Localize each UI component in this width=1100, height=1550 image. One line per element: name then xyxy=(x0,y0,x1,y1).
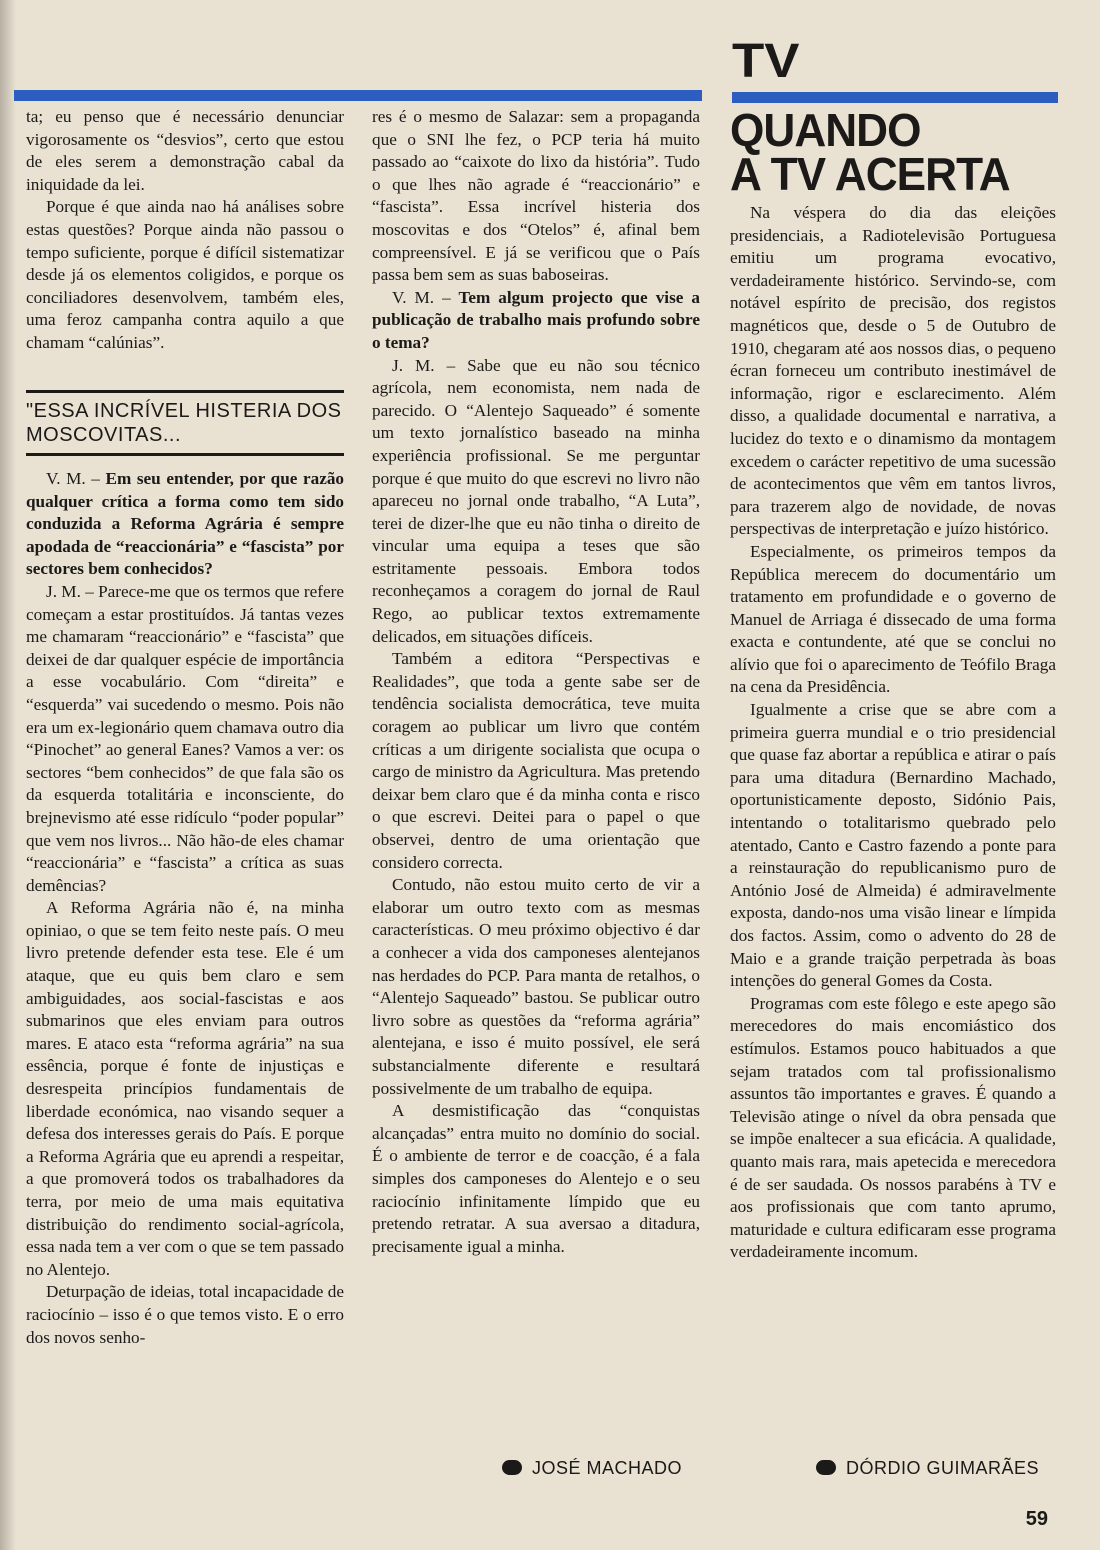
paragraph: Deturpação de ideias, total incapacidade de raciocínio – isso é o que temos visto. E o erro dos novos senho- xyxy=(26,1282,344,1347)
paragraph: A desmistificação das “conquistas alcançadas” entra muito no domínio do social. É o ambiente de terror e de coacção, é a fala simples dos camponeses do Alentejo e o seu raciocínio infinitamente límpido que eu pretendo retratar. A sua aversao a ditadura, precisamente igual a minha. xyxy=(372,1101,700,1256)
question-speaker: V. M. – xyxy=(392,287,451,307)
subhead-rule-bottom xyxy=(26,453,344,456)
question-text: Tem algum projecto que vise a publicação de trabalho mais profundo sobre o tema? xyxy=(372,287,701,352)
paragraph: Porque é que ainda nao há análises sobre estas questões? Porque ainda não passou o tempo suficiente, porque é difícil sistematizar desde já os elementos coligidos, e porque os conciliadores desenvolvem, também eles, uma feroz campanha contra aquilo a que chamam “calúnias”. xyxy=(26,197,344,352)
subhead-block xyxy=(26,390,344,456)
byline-right xyxy=(816,1458,1039,1478)
column-1-bottom xyxy=(26,468,344,1349)
question-text: Em seu entender, por que razão qualquer crítica a forma como tem sido conduzida a Reforma Agrária é sempre apodada de “reaccionária” e “fascista” por sectores bem conhecidos? xyxy=(26,469,345,579)
paragraph: ta; eu penso que é necessário denunciar vigorosamente os “desvios”, certo que estou de eles serem a demonstração cabal da iniquidade da lei. xyxy=(26,107,344,194)
column-1-top xyxy=(26,106,344,355)
paragraph: Na véspera do dia das eleições presidenciais, a Radiotelevisão Portuguesa emitiu um programa evocativo, verdadeiramente histórico. Servindo-se, com notável espírito de precisão, dos registos magnéticos que, desde o 5 de Outubro de 1910, chegaram até aos nossos dias, o pequeno écran forneceu um contributo inestimável de informação, rigor e esclarecimento. Além disso, a qualidade documental e narrativa, a lucidez do texto e o dinamismo da montagem excedem o carácter repetitivo de uma sucessão de acontecimentos que vêm em tantos livros, para trazerem algo de novidade, de novas perspectivas de interpretação e juízo histórico. xyxy=(730,203,1056,539)
interview-question xyxy=(26,468,344,581)
headline xyxy=(730,104,1047,200)
byline-right-name: DÓRDIO GUIMARÃES xyxy=(846,1458,1040,1478)
paragraph: Também a editora “Perspectivas e Realidades”, que toda a gente sabe ser de tendência socialista democrática, teve muita coragem ao publicar um livro que contém críticas a um dirigente socialista que ocupa o cargo de ministro da Agricultura. Mas pretendo deixar bem claro que é da minha conta e risco o que escrevi. Deitei para o papel o que observei, dentro de uma orientação que considero correcta. xyxy=(372,649,700,872)
paragraph: res é o mesmo de Salazar: sem a propaganda que o SNI lhe fez, o PCP teria há muito passado ao “caixote do lixo da história”. Tudo o que lhes não agrade é “reaccionário” e “fascista”. Essa incrível histeria dos moscovitas e dos “Otelos” é, afinal bem compreensível. E já se verificou que o País passa bem sem as suas baboseiras. xyxy=(372,107,700,285)
interview-question xyxy=(372,287,700,355)
headline-line-2: A TV ACERTA xyxy=(730,148,1010,200)
paragraph: J. M. – Parece-me que os termos que refere começam a estar prostituídos. Já tantas vezes me chamaram “reaccionário” e “fascista” que deixei de dar qualquer espécie de importância a esse vocabulário. Com “direita” e “esquerda” vai sucedendo o mesmo. Pois não era um ex-legionário quem chamava outro dia “Pinochet” ao general Eanes? Vamos a ver: os sectores “bem conhecidos” de que fala são os da esquerda totalitária e inconsciente, do brejnevismo até esse ridículo “poder popular” que vem nos livros... Não hão-de eles chamar “reaccionária” e “fascista” a crítica as suas demências? xyxy=(26,581,344,895)
paragraph: A Reforma Agrária não é, na minha opiniao, o que se tem feito neste país. O meu livro pretende defender esta tese. Ele é um ataque, que eu quis bem claro e sem ambiguidades, aos social-fascistas e aos submarinos que eles enviam para outros mares. E ataco esta “reforma agrária” na sua essência, porque é fonte de injustiças e desrespeita princípios fundamentais de liberdade económica, nao visando sequer a defesa dos interesses gerais do País. E porque a Reforma Agrária que eu aprendi a respeitar, a que promoverá todos os trabalhadores da terra, por meio de uma mais equitativa distribuição do rendimento social-agrícola, essa nada tem a ver com o que se tem passado no Alentejo. xyxy=(26,898,344,1279)
page-edge-shadow xyxy=(0,0,16,1550)
paragraph: Especialmente, os primeiros tempos da República merecem do documentário um tratamento em profundidade e o governo de Manuel de Arriaga é dissecado de uma forma exacta e contundente, até que se conclui no alívio que foi o aparecimento de Teófilo Braga na cena da Presidência. xyxy=(730,541,1056,697)
top-rule-right xyxy=(732,92,1058,103)
paragraph: Contudo, não estou muito certo de vir a elaborar um outro texto com as mesmas características. O meu próximo objectivo é dar a conhecer a vida dos camponeses alentejanos nas herdades do PCP. Para manta de retalhos, o “Alentejo Saqueado” bastou. Se publicar outro livro sobre as questões da “reforma agrária” alentejana, e isso é muito possível, ele será substancialmente diferente e resultará possivelmente de um trabalho de equipa. xyxy=(372,875,700,1098)
page-number: 59 xyxy=(1025,1508,1048,1530)
subhead: "ESSA INCRÍVEL HISTERIA DOS MOSCOVITAS... xyxy=(26,400,342,446)
column-2 xyxy=(372,106,700,1258)
paragraph: J. M. – Sabe que eu não sou técnico agrícola, nem economista, nem nada de parecido. O “Alentejo Saqueado” é somente um texto jornalístico baseado na minha experiência profissional. Se me perguntar porque é que muito do que escrevi no livro não apareceu no jornal onde trabalho, “A Luta”, terei de dizer-lhe que eu não tinha o direito de vincular uma equipa a teses que são estritamente pessoais. Embora todos reconheçamos a coragem do jornal de Raul Rego, ao publicar textos extremamente delicados, em situações difíceis. xyxy=(372,355,700,646)
subhead-rule-top xyxy=(26,390,344,393)
paragraph: Programas com este fôlego e este apego são merecedores do mais encomiástico dos estímulos. Estamos pouco habituados a que sejam tratados com tal profissionalismo assuntos tão importantes e graves. É quando a Televisão atinge o nível da obra pensada que se impõe enaltecer a sua eficácia. A qualidade, quanto mais rara, mais apetecida e merecedora é de ser saudada. Os nossos parabéns à TV e aos profissionais que com tanto aprumo, maturidade e cultura edificaram esse programa verdadeiramente incomum. xyxy=(730,993,1056,1262)
question-speaker: V. M. – xyxy=(46,469,100,488)
bullet-icon xyxy=(816,1460,836,1475)
section-label: TV xyxy=(732,35,800,88)
bullet-icon xyxy=(502,1460,522,1475)
byline-left xyxy=(502,1458,682,1478)
paragraph: Igualmente a crise que se abre com a primeira guerra mundial e o trio presidencial que quase faz abortar a república e atirar o país para uma ditadura (Bernardino Machado, oportunisticamente deposto, Sidónio Pais, intentando o totalitarismo quebrado pelo atentado, Canto e Castro fazendo a ponte para a reinstauração do republicanismo puro de António José de Almeida) é admiravelmente exposta, dando-nos uma visão linear e límpida dos factos. Assim, como o advento do 28 de Maio e a grande traição perpetrada às boas intenções do general Gomes da Costa. xyxy=(730,700,1056,991)
byline-left-name: JOSÉ MACHADO xyxy=(532,1458,683,1478)
column-3 xyxy=(730,202,1056,1264)
headline-line-1: QUANDO xyxy=(730,104,921,156)
top-rule-left xyxy=(14,90,702,101)
